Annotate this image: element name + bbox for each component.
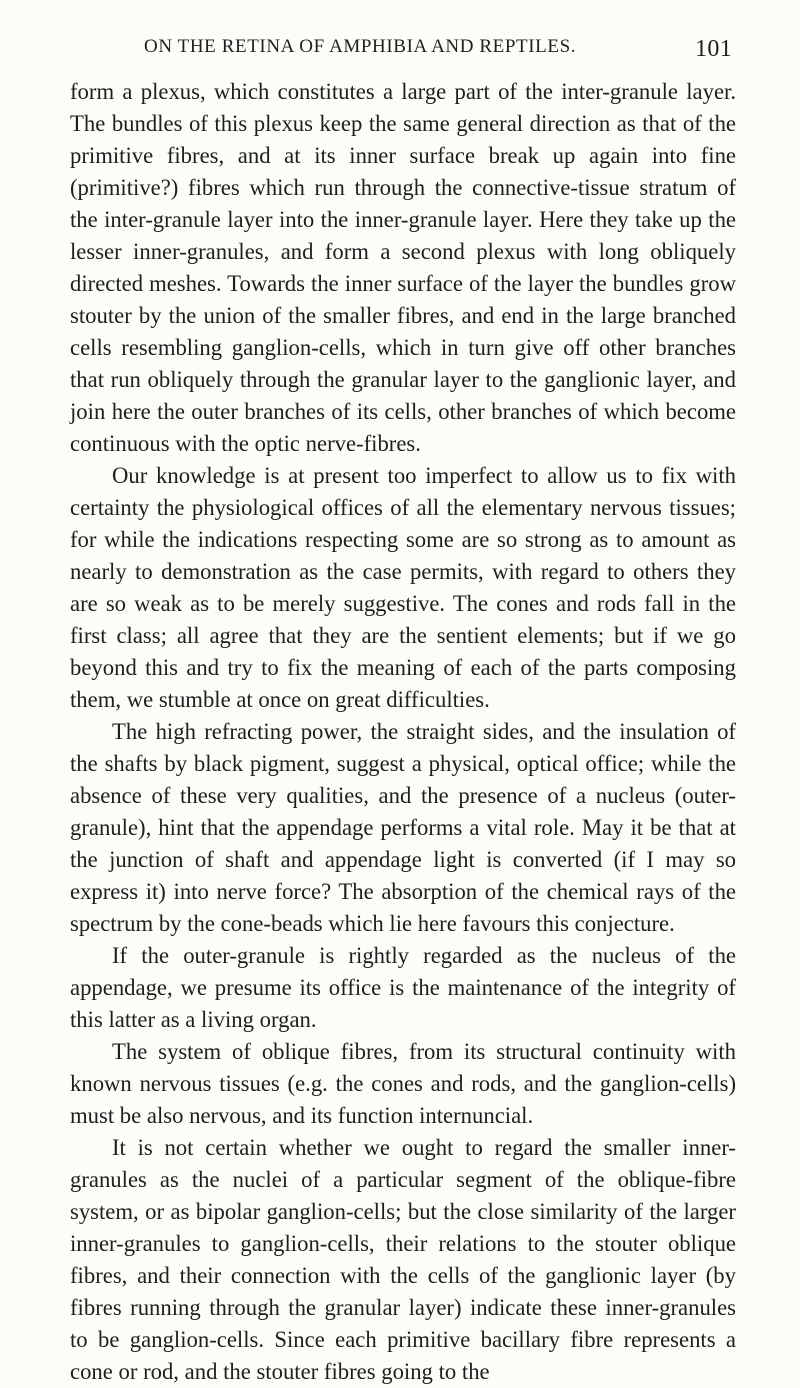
paragraph-plexus-continuation: form a plexus, which constitutes a large part of the inter-granule layer. The bundles of this plexus keep the same general direction as that of the primitive fibres, and at its inner surface break up again into fine (primitive?) fibres which run through the connective-tissue stratum of the inter-granule layer into the inner-granule layer. Here they take up the lesser inner-granules, and form a second plexus with long obliquely directed meshes. Towards the inner surface of the layer the bundles grow stouter by the union of the smaller fibres, and end in the large branched cells resembling ganglion-cells, which in turn give off other branches that run obliquely through the granular layer to the ganglionic layer, and join here the outer branches of its cells, other branches of which become continuous with the optic nerve-fibres. xyxy=(70,79,736,456)
paragraph-outer-granule: If the outer-granule is rightly regarded as the nucleus of the appendage, we presume its office is the maintenance of the integrity of this latter as a living organ. xyxy=(70,943,736,1032)
paragraph-physiological-offices: Our knowledge is at present too imperfect to allow us to fix with certainty the physiological offices of all the elementary nervous tissues; for while the indications respecting some are so strong as to amount as nearly to demonstration as the case permits, with regard to others they are so weak as to be merely suggestive. The cones and rods fall in the first class; all agree that they are the sentient elements; but if we go beyond this and try to fix the meaning of each of the parts composing them, we stumble at once on great difficulties. xyxy=(70,463,736,712)
page-number: 101 xyxy=(695,36,732,62)
body-text xyxy=(70,76,736,1388)
running-title: ON THE RETINA OF AMPHIBIA AND REPTILES. xyxy=(144,36,577,57)
paragraph-oblique-fibres: The system of oblique fibres, from its structural continuity with known nervous tissues (e.g. the cones and rods, and the ganglion-cells) must be also nervous, and its function internuncial. xyxy=(70,1039,736,1128)
book-page xyxy=(70,36,736,1388)
running-header xyxy=(70,36,736,76)
paragraph-refracting-power: The high refracting power, the straight sides, and the insulation of the shafts by black pigment, suggest a physical, optical office; while the absence of these very qualities, and the presence of a nucleus (outer-granule), hint that the appendage performs a vital role. May it be that at the junction of shaft and appendage light is converted (if I may so express it) into nerve force? The absorption of the chemical rays of the spectrum by the cone-beads which lie here favours this conjecture. xyxy=(70,719,736,936)
paragraph-inner-granules: It is not certain whether we ought to regard the smaller inner-granules as the nuclei of a particular segment of the oblique-fibre system, or as bipolar ganglion-cells; but the close similarity of the larger inner-granules to ganglion-cells, their relations to the stouter oblique fibres, and their connection with the cells of the ganglionic layer (by fibres running through the granular layer) indicate these inner-granules to be ganglion-cells. Since each primitive bacillary fibre represents a cone or rod, and the stouter fibres going to the xyxy=(70,1135,736,1384)
